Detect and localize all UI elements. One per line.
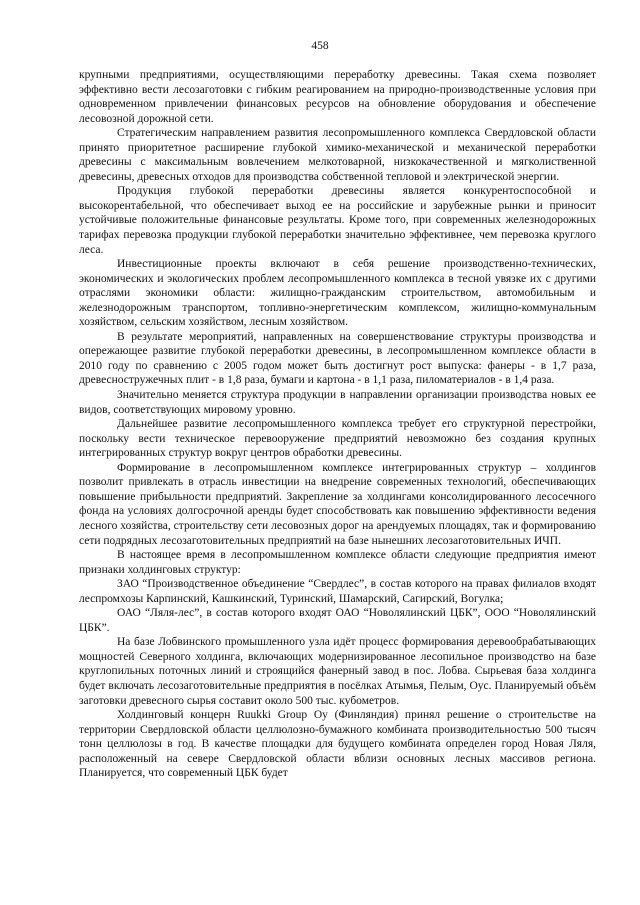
paragraph-10: ЗАО “Производственное объединение “Свердлес”, в состав которого на правах филиалов входят леспромхозы Карпинский, Кашкинский, Туринский, Шамарский, Сагирский, Вогулка; <box>79 578 596 605</box>
document-body <box>79 68 596 781</box>
paragraph-2: Стратегическим направлением развития лесопромышленного комплекса Свердловской области принято приоритетное расширение глубокой химико-механической и механической переработки древесины с максимальным вовлечением мелкотоварной, низкокачественной и мягколиственной древесины, древесных отходов для производства собственной тепловой и электрической энергии. <box>79 127 596 183</box>
paragraph-12: На базе Лобвинского промышленного узла идёт процесс формирования деревообрабатывающих мощностей Северного холдинга, включающих модернизированное лесопильное производство на базе круглопильных поточных линий и строящийся фанерный завод в пос. Лобва. Сырьевая база холдинга будет включать лесозаготовительные предприятия в посёлках Атымья, Пелым, Оус. Планируемый объём заготовки древесного сырья составит около 500 тыс. кубометров. <box>79 636 596 707</box>
paragraph-7: Дальнейшее развитие лесопромышленного комплекса требует его структурной перестройки, поскольку вести техническое перевооружение предприятий невозможно без создания крупных интегрированных структур вокруг центров обработки древесины. <box>79 418 596 460</box>
paragraph-5: В результате мероприятий, направленных на совершенствование структуры производства и опережающее развитие глубокой переработки древесины, в лесопромышленном комплексе области в 2010 году по сравнению с 2005 годом может быть достигнут рост выпуска: фанеры - в 1,7 раза, древесностружечных плит - в 1,8 раза, бумаги и картона - в 1,1 раза, пиломатериалов - в 1,4 раза. <box>79 330 596 387</box>
paragraph-8: Формирование в лесопромышленном комплексе интегрированных структур – холдингов позволит привлекать в отрасль инвестиции на внедрение современных технологий, обеспечивающих повышение прибыльности предприятий. Закрепление за холдингами консолидированного лесосечного фонда на условиях долгосрочной аренды будет способствовать как повышению эффективности ведения лесного хозяйства, строительству сети лесовозных дорог на арендуемых площадях, так и формированию сети подрядных лесозаготовительных предприятий на базе нынешних лесозаготовительных ИЧП. <box>79 461 596 547</box>
paragraph-9: В настоящее время в лесопромышленном комплексе области следующие предприятия имеют признаки холдинговых структур: <box>79 549 596 576</box>
paragraph-3: Продукция глубокой переработки древесины является конкурентоспособной и высокорентабельной, что обеспечивает выход ее на российские и зарубежные рынки и приносит устойчивые положительные финансовые результаты. Кроме того, при современных железнодорожных тарифах перевозка продукции глубокой переработки значительно эффективнее, чем перевозка круглого леса. <box>79 185 596 256</box>
page-number: 458 <box>311 40 329 52</box>
paragraph-4: Инвестиционные проекты включают в себя решение производственно-технических, экономических и экологических проблем лесопромышленного комплекса в тесной увязке их с другими отраслями экономики области: жилищно-гражданским строительством, автомобильным и железнодорожным транспортом, топливно-энергетическим комплексом, жилищно-коммунальным хозяйством, сельским хозяйством, лесным хозяйством. <box>79 258 596 329</box>
paragraph-6: Значительно меняется структура продукции в направлении организации производства новых ее видов, соответствующих мировому уровню. <box>79 389 596 416</box>
paragraph-13: Холдинговый концерн Ruukki Group Oy (Финляндия) принял решение о строительстве на территории Свердловской области целлюлозно-бумажного комбината производительностью 500 тысяч тонн целлюлозы в год. В качестве площадки для будущего комбината определен город Новая Ляля, расположенный на севере Свердловской области вблизи основных лесных массивов региона. Планируется, что современный ЦБК будет <box>79 709 596 780</box>
paragraph-11: ОАО “Ляля-лес”, в состав которого входят ОАО “Новолялинский ЦБК”, ООО “Новолялинский ЦБК”. <box>79 607 596 634</box>
paragraph-1: крупными предприятиями, осуществляющими переработку древесины. Такая схема позволяет эффективно вести лесозаготовки с гибким реагированием на природно-производственные условия при одновременном привлечении финансовых ресурсов на обновление оборудования и обеспечение лесовозной дорожной сети. <box>79 69 596 125</box>
